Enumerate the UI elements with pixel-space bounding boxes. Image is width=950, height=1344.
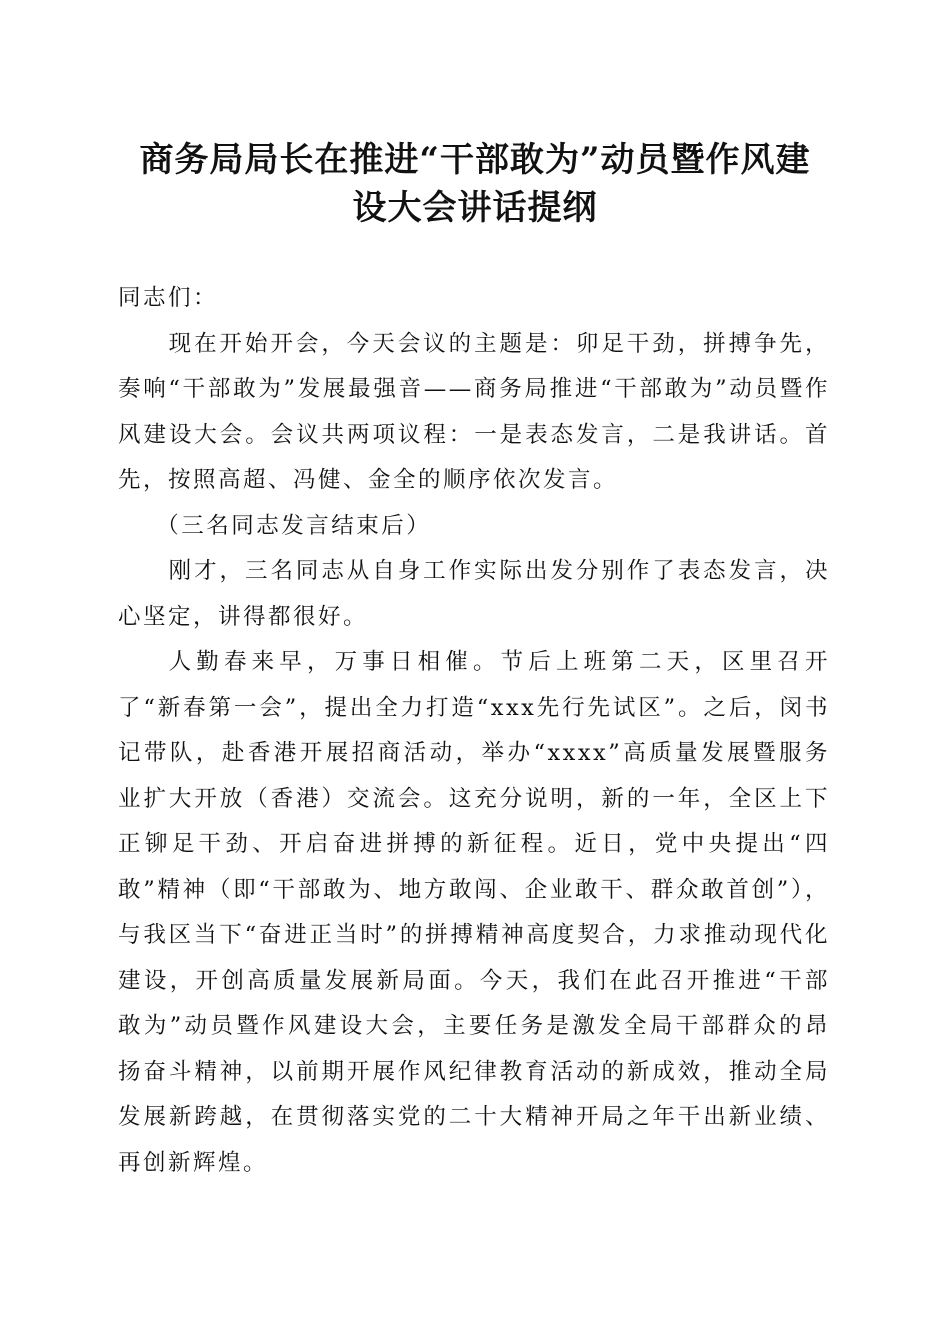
document-title xyxy=(100,136,850,232)
paragraph-opening: 现在开始开会，今天会议的主题是：卯足干劲，拼搏争先，奏响“干部敢为”发展最强音——商务局推进“干部敢为”动员暨作风建设大会。会议共两项议程：一是表态发言，二是我讲话。首先，按照高超、冯健、金全的顺序依次发言。 xyxy=(118,330,830,493)
paragraph-comment: 刚才，三名同志从自身工作实际出发分别作了表态发言，决心坚定，讲得都很好。 xyxy=(118,558,830,630)
salutation: 同志们： xyxy=(118,285,219,311)
title-line-2: 设大会讲话提纲 xyxy=(352,188,598,228)
paragraph-stage-note: （三名同志发言结束后） xyxy=(156,512,432,539)
paragraph-main: 人勤春来早，万事日相催。节后上班第二天，区里召开了“新春第一会”，提出全力打造“xxx先行先试区”。之后，闵书记带队，赴香港开展招商活动，举办“xxxx”高质量发展暨服务业扩大开放（香港）交流会。这充分说明，新的一年，全区上下正铆足干劲、开启奋进拼搏的新征程。近日，党中央提出“四敢”精神（即“干部敢为、地方敢闯、企业敢干、群众敢首创”），与我区当下“奋进正当时”的拼搏精神高度契合，力求推动现代化建设，开创高质量发展新局面。今天，我们在此召开推进“干部敢为”动员暨作风建设大会，主要任务是激发全局干部群众的昂扬奋斗精神，以前期开展作风纪律教育活动的新成效，推动全局发展新跨越，在贯彻落实党的二十大精神开局之年干出新业绩、再创新辉煌。 xyxy=(118,649,830,1176)
title-line-1: 商务局局长在推进“干部敢为”动员暨作风建 xyxy=(139,140,811,180)
document-body xyxy=(118,276,830,1186)
